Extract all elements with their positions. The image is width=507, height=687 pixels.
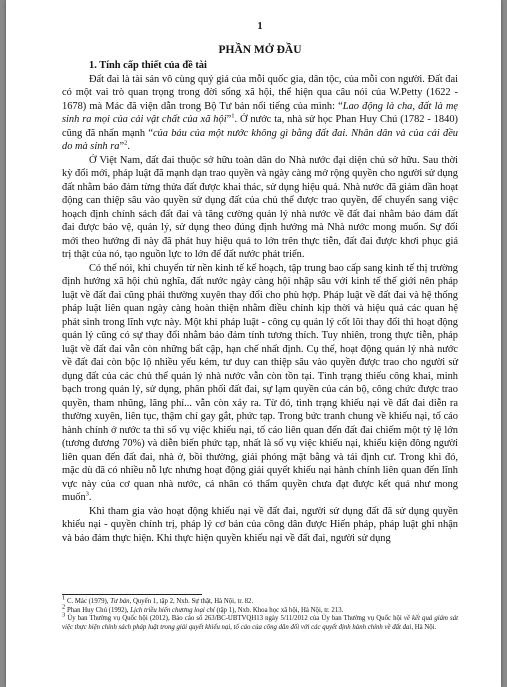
footnote-text: C. Mác (1979), [65, 598, 111, 605]
paragraph-3-text: Có thể nói, khi chuyển từ nền kinh tế kế hoạch, tập trung bao cấp sang kinh tế thị trường định hướng xã hội chủ nghĩa, đất nước ngày càng hội nhập sâu với kinh tế thế giới nên pháp luật về đất đai cũng phải thường xuyên thay đổi cho phù hợp. Pháp luật về đất đai và hệ thống pháp luật liên quan ngày càng hoàn thiện nhằm điều chỉnh kịp thời và hiệu quả các quan hệ phát sinh trong lĩnh vực này. Một khi pháp luật - công cụ quản lý cốt lõi thay đổi thì hoạt động quản lý cũng có sự thay đổi nhằm bảo đảm tính tương thích. Tuy nhiên, trong thực tiễn, pháp luật về đất đai vẫn còn những bất cập, hạn chế nhất định. Cụ thể, hoạt động quản lý nhà nước về đất đai còn bộc lộ nhiều yếu kém, tư duy can thiệp sâu vào quyền được trao cho người sử dụng đất của các chủ thể quản lý nhà nước vẫn còn tồn tại. Tình trạng thiếu công khai, minh bạch trong quản lý, sử dụng, phân phối đất đai, sự lạm quyền của cán bộ, công chức được trao quyền, tham nhũng, lãng phí... vẫn còn xảy ra. Từ đó, tình trạng khiếu nại về đất đai diễn ra thường xuyên, liên tục, thậm chí gay gắt, phức tạp. Trong bức tranh chung về khiếu nại, tố cáo hành chính ở nước ta thì số vụ việc khiếu nại, tố cáo liên quan đến đất đai chiếm một tỷ lệ lớn (tương đương 70%) và diễn biến phức tạp, nhất là số vụ việc khiếu nại, khiếu kiện đông người liên quan đến đất đai, nhà ở, bồi thường, giải phóng mặt bằng và tái định cư. Trong khi đó, mặc dù đã có nhiều nỗ lực nhưng hoạt động giải quyết khiếu nại hành chính liên quan đến lĩnh vực này của cơ quan nhà nước, cá nhân có thẩm quyền chưa đạt được kết quả như mong muốn [62, 262, 458, 503]
footnote-number: 2 [62, 603, 66, 611]
paragraph-2: Ở Việt Nam, đất đai thuộc sở hữu toàn dân do Nhà nước đại diện chủ sở hữu. Sau thời kỳ đổi mới, pháp luật đã mạnh dạn trao quyền và ngày càng mở rộng quyền cho người sử dụng đất nhằm bảo đảm từng thửa đất được khai thác, sử dụng hiệu quả. Nhà nước đã giảm dần hoạt động can thiệp sâu vào quyền sử dụng đất của chủ thể được trao quyền, để chuyển sang việc hoạch định chính sách đất đai và tăng cường quản lý nhà nước về đất đai nhằm bảo đảm đất đai được bảo vệ, quản lý, sử dụng theo đúng định hướng mà Nhà nước mong muốn. Sự đổi mới theo hướng đi này đã phát huy hiệu quả to lớn trên thực tiễn, đất đai được khơi phục giá trị thật của nó, tạo nguồn lực to lớn để đất nước phát triển. [62, 154, 458, 260]
paragraph-1-end: . [127, 141, 130, 152]
document-page [6, 0, 501, 687]
paragraph-4: Khi tham gia vào hoạt động khiếu nại về đất đai, người sử dụng đất đã sử dụng quyền khiếu nại - quyền chính trị, pháp lý cơ bản của công dân được Hiến pháp, pháp luật ghi nhận và bảo đảm thực hiện. Khi thực hiện quyền khiếu nại về đất đai, người sử dụng [62, 505, 458, 544]
footnote-title: Tư bản [110, 598, 130, 605]
footnote-title: Lịch triều hiến chương loại chí [130, 606, 215, 614]
paragraph-3 [62, 262, 458, 505]
section-heading: 1. Tính cấp thiết của đề tài [89, 60, 207, 71]
chapter-title: PHẦN MỞ ĐẦU [218, 43, 302, 56]
quote-phan-huy-chu: của báu của một nước không gì bằng đất đai. Nhân dân và của cải đều do mà sinh ra [62, 127, 458, 152]
footnote-ref-1[interactable]: 1 [231, 112, 235, 120]
quote-close: ” [226, 114, 232, 125]
quote-petty: Lao động là cha, đất là mẹ sinh ra mọi của cải vật chất của xã hội [62, 100, 458, 125]
footnote-1 [62, 594, 458, 607]
footnotes [62, 594, 458, 632]
footnote-title: về kết quả giám sát việc thực hiện chính sách pháp luật trong giải quyết khiếu nại, tố cáo của công dân đối với các quyết định hành chính về đất đai [62, 615, 458, 631]
footnote-text: Phan Huy Chú (1992), [65, 606, 131, 614]
footnote-text: , Quyển 1, tập 2, Nxb. Sự thật, Hà Nội, tr. 82. [129, 598, 254, 605]
page-number: 1 [257, 21, 263, 32]
quote-close: ” [119, 141, 125, 152]
footnote-number: 1 [62, 594, 66, 602]
footnote-divider [62, 594, 202, 595]
paragraph-1 [62, 73, 458, 154]
paragraph-3-end: . [88, 492, 92, 503]
footnote-text: Ủy ban Thường vụ Quốc hội (2012), Báo cáo số 263/BC-UBTVQH13 ngày 5/11/2012 của Ủy ban Thường vụ Quốc hội [65, 615, 404, 623]
footnote-text: , Hà Nội. [411, 623, 437, 631]
paragraph-1-text: . Ở nước ta, nhà sử học Phan Huy Chú (1782 - 1840) cũng đã nhấn mạnh “ [62, 114, 458, 139]
page-body [62, 20, 458, 545]
footnote-ref-2[interactable]: 2 [124, 139, 128, 147]
paragraph-1-text: Đất đai là tài sản vô cùng quý giá của mỗi quốc gia, dân tộc, của mỗi con người. Đất đai có một vai trò quan trọng trong đời sống xã hội, thể hiện qua câu nói của W.Petty (1622 - 1678) mà Mác đã viện dẫn trong Bộ Tư bản nổi tiếng của mình: “ [62, 73, 458, 112]
footnote-3 [62, 611, 458, 632]
footnote-2 [62, 603, 458, 616]
footnote-number: 3 [62, 611, 66, 619]
footnote-ref-3[interactable]: 3 [85, 490, 89, 498]
footnote-text: (tập 1), Nxb. Khoa học xã hội, Hà Nội, tr. 213. [214, 606, 344, 614]
